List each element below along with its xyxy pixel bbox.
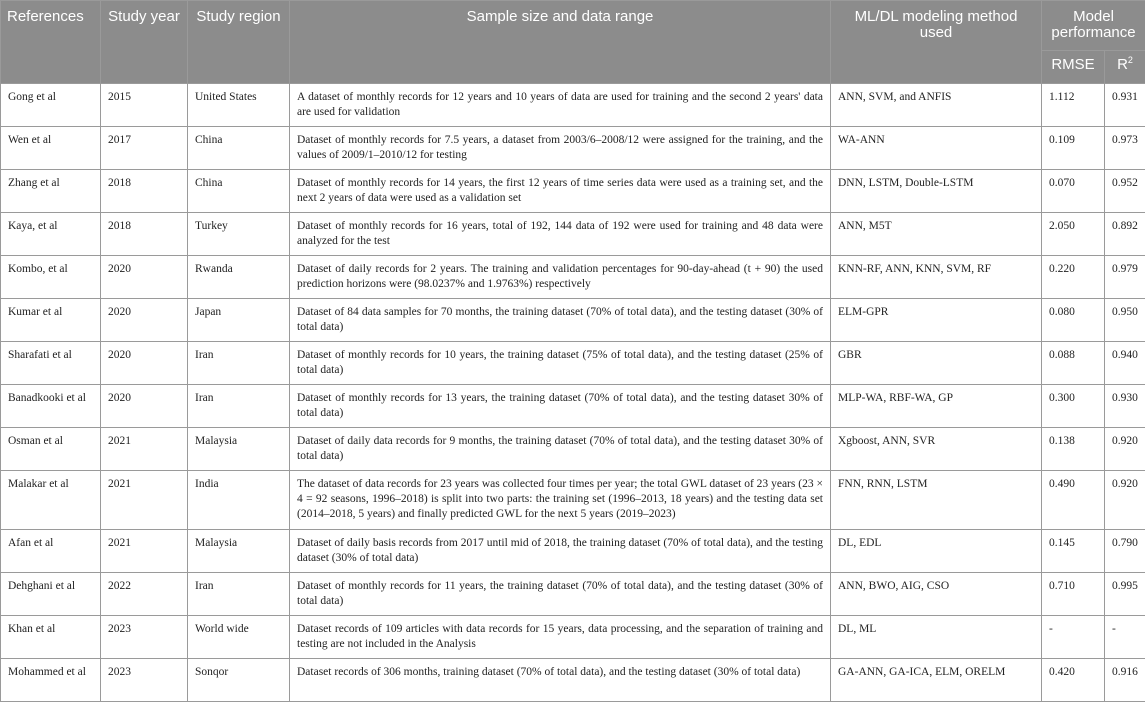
cell-description: Dataset of monthly records for 16 years, total of 192, 144 data of 192 were used for training and 48 data were analyzed for the test [290,213,831,256]
cell-reference: Osman et al [1,428,101,471]
cell-r2: - [1105,616,1145,659]
cell-method: ELM-GPR [831,299,1042,342]
cell-rmse: 0.109 [1042,127,1105,170]
cell-rmse: 1.112 [1042,84,1105,127]
cell-region: United States [188,84,290,127]
cell-method: Xgboost, ANN, SVR [831,428,1042,471]
cell-region: China [188,170,290,213]
cell-description: Dataset of monthly records for 14 years, the first 12 years of time series data were used as a training set, and the next 2 years of data were used as a validation set [290,170,831,213]
cell-region: World wide [188,616,290,659]
cell-r2: 0.973 [1105,127,1145,170]
cell-rmse: - [1042,616,1105,659]
cell-description: Dataset of monthly records for 7.5 years, a dataset from 2003/6–2008/12 were assigned for the training, and the values of 2009/1–2010/12 for testing [290,127,831,170]
cell-year: 2021 [101,428,188,471]
cell-description: A dataset of monthly records for 12 years and 10 years of data are used for training and the second 2 years' data are used for validation [290,84,831,127]
cell-rmse: 0.138 [1042,428,1105,471]
cell-method: KNN-RF, ANN, KNN, SVM, RF [831,256,1042,299]
cell-method: MLP-WA, RBF-WA, GP [831,385,1042,428]
header-study-region: Study region [188,1,290,84]
cell-rmse: 2.050 [1042,213,1105,256]
cell-r2: 0.995 [1105,573,1145,616]
cell-reference: Wen et al [1,127,101,170]
cell-region: China [188,127,290,170]
header-r2: $R^2$ [1105,51,1145,84]
cell-method: DL, EDL [831,530,1042,573]
cell-r2: 0.892 [1105,213,1145,256]
cell-r2: 0.916 [1105,659,1145,702]
cell-year: 2017 [101,127,188,170]
cell-year: 2021 [101,471,188,530]
cell-region: Sonqor [188,659,290,702]
cell-reference: Kumar et al [1,299,101,342]
cell-r2: 0.979 [1105,256,1145,299]
cell-rmse: 0.080 [1042,299,1105,342]
cell-description: Dataset of monthly records for 10 years, the training dataset (75% of total data), and the testing dataset (25% of total data) [290,342,831,385]
cell-year: 2015 [101,84,188,127]
cell-description: Dataset of monthly records for 13 years, the training dataset (70% of total data), and the testing dataset 30% of total data) [290,385,831,428]
table-row [1,471,1145,530]
cell-region: Japan [188,299,290,342]
cell-method: FNN, RNN, LSTM [831,471,1042,530]
cell-reference: Gong et al [1,84,101,127]
cell-reference: Kombo, et al [1,256,101,299]
cell-reference: Malakar et al [1,471,101,530]
cell-description: Dataset of daily basis records from 2017 until mid of 2018, the training dataset (70% of total data), and the testing dataset (30% of total data) [290,530,831,573]
cell-r2: 0.952 [1105,170,1145,213]
cell-year: 2020 [101,342,188,385]
table-row [1,616,1145,659]
table-row [1,428,1145,471]
cell-description: Dataset of monthly records for 11 years, the training dataset (70% of total data), and the testing dataset (30% of total data) [290,573,831,616]
header-method: ML/DL modeling method used [831,1,1042,84]
cell-reference: Afan et al [1,530,101,573]
cell-r2: 0.930 [1105,385,1145,428]
cell-r2: 0.950 [1105,299,1145,342]
cell-rmse: 0.490 [1042,471,1105,530]
cell-method: WA-ANN [831,127,1042,170]
table-body [1,84,1145,702]
header-model-performance: Model performance [1042,1,1145,51]
table-row [1,299,1145,342]
table-row [1,342,1145,385]
cell-reference: Zhang et al [1,170,101,213]
cell-reference: Kaya, et al [1,213,101,256]
cell-region: India [188,471,290,530]
cell-reference: Banadkooki et al [1,385,101,428]
cell-r2: 0.790 [1105,530,1145,573]
cell-region: Iran [188,342,290,385]
cell-method: DNN, LSTM, Double-LSTM [831,170,1042,213]
cell-method: ANN, SVM, and ANFIS [831,84,1042,127]
table-row [1,213,1145,256]
cell-year: 2018 [101,170,188,213]
cell-rmse: 0.220 [1042,256,1105,299]
cell-region: Malaysia [188,428,290,471]
cell-description: The dataset of data records for 23 years was collected four times per year; the total GWL dataset of 23 years (23 × 4 = 92 seasons, 1996–2018) is split into two parts: the training set (1996–2013, 18 years) and the testing data set (2014–2018, 5 years) and finally predicted GWL for the next 5 years (2019–2023) [290,471,831,530]
table-row [1,256,1145,299]
table-row [1,127,1145,170]
cell-method: DL, ML [831,616,1042,659]
header-sample-size: Sample size and data range [290,1,831,84]
cell-year: 2023 [101,659,188,702]
cell-rmse: 0.300 [1042,385,1105,428]
cell-rmse: 0.420 [1042,659,1105,702]
cell-reference: Khan et al [1,616,101,659]
table-row [1,84,1145,127]
cell-reference: Mohammed et al [1,659,101,702]
table-row [1,573,1145,616]
cell-year: 2020 [101,256,188,299]
cell-description: Dataset of daily data records for 9 months, the training dataset (70% of total data), and the testing dataset 30% of total data) [290,428,831,471]
cell-region: Turkey [188,213,290,256]
table-row [1,659,1145,702]
cell-rmse: 0.070 [1042,170,1105,213]
cell-rmse: 0.088 [1042,342,1105,385]
cell-region: Malaysia [188,530,290,573]
cell-method: GA-ANN, GA-ICA, ELM, ORELM [831,659,1042,702]
header-rmse: RMSE [1042,51,1105,84]
table-row [1,385,1145,428]
cell-rmse: 0.710 [1042,573,1105,616]
table-row [1,170,1145,213]
cell-description: Dataset records of 109 articles with data records for 15 years, data processing, and the separation of training and testing are not included in the Analysis [290,616,831,659]
cell-r2: 0.931 [1105,84,1145,127]
cell-year: 2020 [101,385,188,428]
cell-description: Dataset of daily records for 2 years. The training and validation percentages for 90-day-ahead (t + 90) the used prediction horizons were (98.0237% and 1.9763%) respectively [290,256,831,299]
cell-method: GBR [831,342,1042,385]
cell-region: Iran [188,385,290,428]
cell-year: 2022 [101,573,188,616]
cell-description: Dataset of 84 data samples for 70 months, the training dataset (70% of total data), and the testing dataset (30% of total data) [290,299,831,342]
cell-year: 2021 [101,530,188,573]
header-study-year: Study year [101,1,188,84]
cell-year: 2020 [101,299,188,342]
header-references: References [1,1,101,84]
cell-region: Iran [188,573,290,616]
cell-r2: 0.940 [1105,342,1145,385]
cell-reference: Sharafati et al [1,342,101,385]
cell-r2: 0.920 [1105,471,1145,530]
table-row [1,530,1145,573]
table-header [1,1,1145,84]
cell-rmse: 0.145 [1042,530,1105,573]
cell-r2: 0.920 [1105,428,1145,471]
cell-method: ANN, M5T [831,213,1042,256]
cell-region: Rwanda [188,256,290,299]
cell-year: 2023 [101,616,188,659]
cell-description: Dataset records of 306 months, training dataset (70% of total data), and the testing dataset (30% of total data) [290,659,831,702]
cell-year: 2018 [101,213,188,256]
cell-method: ANN, BWO, AIG, CSO [831,573,1042,616]
cell-reference: Dehghani et al [1,573,101,616]
